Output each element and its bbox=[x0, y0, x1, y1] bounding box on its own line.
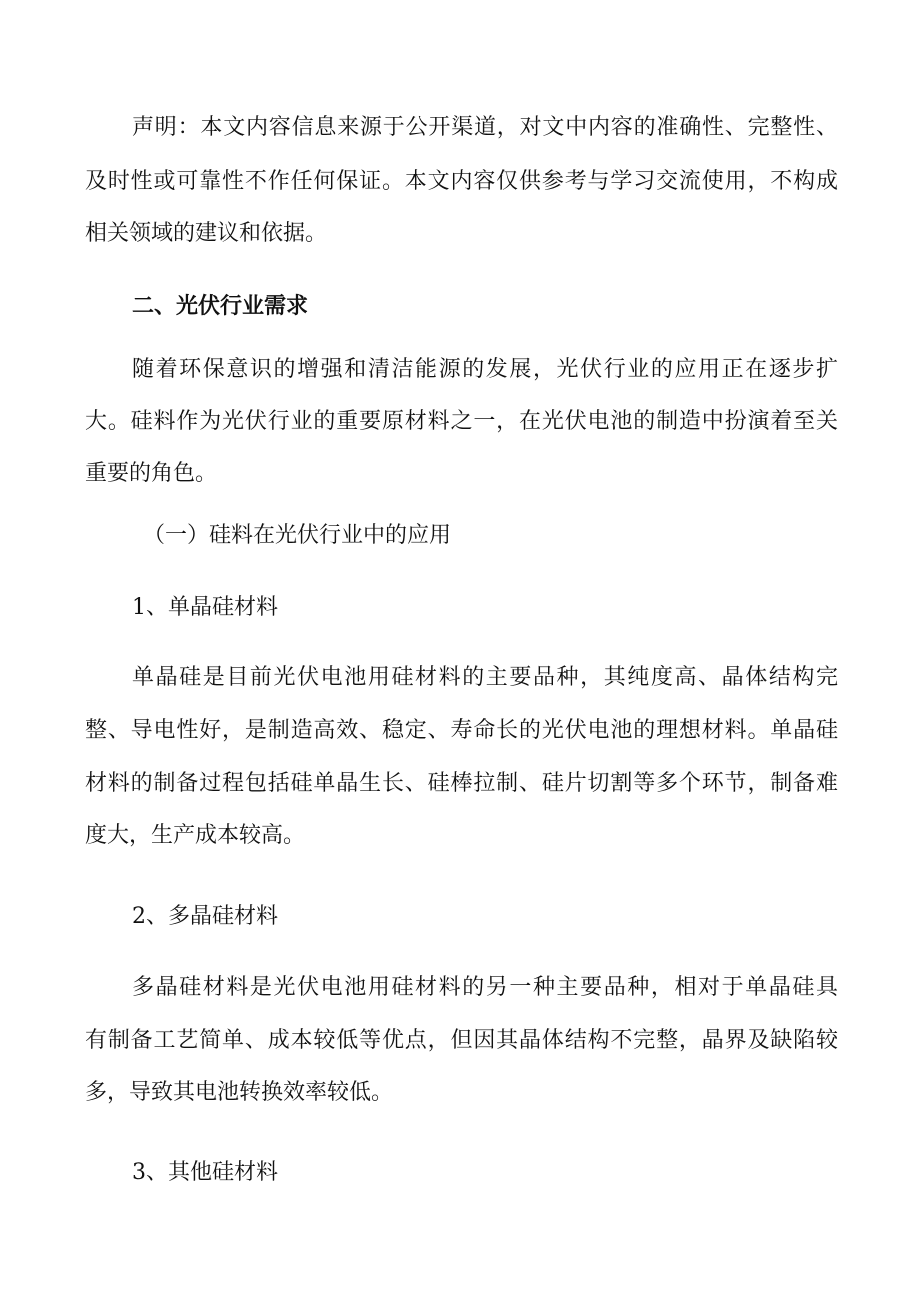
paragraph-line: 大。硅料作为光伏行业的重要原材料之一，在光伏电池的制造中扮演着至关 bbox=[85, 409, 838, 434]
item-heading: 1、单晶硅材料 bbox=[132, 595, 278, 620]
paragraph-line: 整、导电性好，是制造高效、稳定、寿命长的光伏电池的理想材料。单晶硅 bbox=[85, 718, 838, 743]
paragraph-line: 随着环保意识的增强和清洁能源的发展，光伏行业的应用正在逐步扩 bbox=[132, 357, 838, 382]
paragraph-line: 多晶硅材料是光伏电池用硅材料的另一种主要品种，相对于单晶硅具 bbox=[132, 975, 838, 1000]
item-heading: 3、其他硅材料 bbox=[132, 1160, 278, 1185]
disclaimer-line: 相关领域的建议和依据。 bbox=[85, 221, 328, 246]
subsection-heading: （一）硅料在光伏行业中的应用 bbox=[143, 523, 452, 548]
paragraph-line: 单晶硅是目前光伏电池用硅材料的主要品种，其纯度高、晶体结构完 bbox=[132, 665, 838, 690]
paragraph-line: 多，导致其电池转换效率较低。 bbox=[85, 1080, 394, 1105]
item-heading: 2、多晶硅材料 bbox=[132, 904, 278, 929]
paragraph-line: 材料的制备过程包括硅单晶生长、硅棒拉制、硅片切割等多个环节，制备难 bbox=[85, 771, 838, 796]
disclaimer-line: 声明：本文内容信息来源于公开渠道，对文中内容的准确性、完整性、 bbox=[132, 115, 838, 140]
paragraph-line: 重要的角色。 bbox=[85, 461, 218, 486]
section-heading: 二、光伏行业需求 bbox=[132, 293, 309, 319]
paragraph-line: 度大，生产成本较高。 bbox=[85, 823, 306, 848]
disclaimer-line: 及时性或可靠性不作任何保证。本文内容仅供参考与学习交流使用，不构成 bbox=[85, 169, 838, 194]
paragraph-line: 有制备工艺简单、成本较低等优点，但因其晶体结构不完整，晶界及缺陷较 bbox=[85, 1028, 838, 1053]
